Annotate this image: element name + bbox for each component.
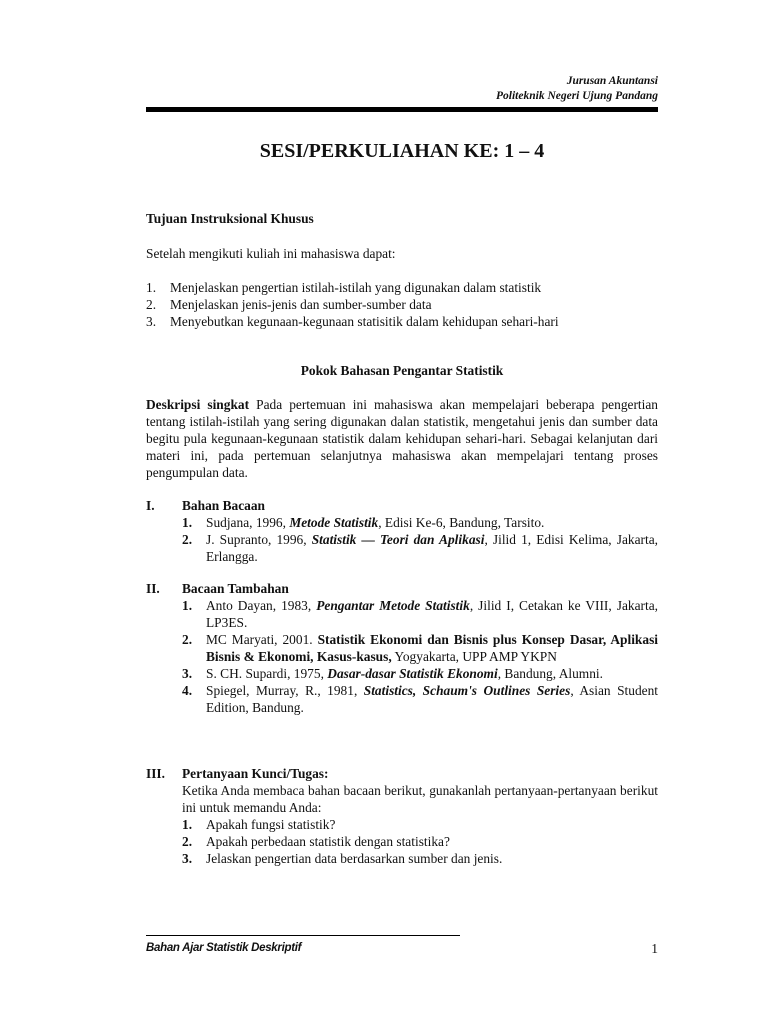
- list-item: 1. Apakah fungsi statistik?: [182, 817, 336, 832]
- description-paragraph: [146, 396, 658, 481]
- tik-heading: Tujuan Instruksional Khusus: [146, 211, 314, 226]
- list-item: 1. Menjelaskan pengertian istilah-istilah yang digunakan dalam statistik: [146, 280, 542, 295]
- description-label: Deskripsi singkat: [146, 397, 250, 412]
- reference-list: [182, 597, 658, 716]
- footer-title: Bahan Ajar Statistik Deskriptif: [146, 942, 302, 954]
- section-heading: II. Bacaan Tambahan: [146, 581, 289, 596]
- list-item: 3. Jelaskan pengertian data berdasarkan sumber dan jenis.: [182, 851, 503, 866]
- page-title: SESI/PERKULIAHAN KE: 1 – 4: [259, 140, 545, 162]
- question-intro: Ketika Anda membaca bahan bacaan berikut, gunakanlah pertanyaan-pertanyaan berikut ini untuk memandu Anda:: [182, 783, 658, 815]
- footer-rule: [146, 935, 460, 936]
- document-page: [146, 0, 658, 1024]
- section-heading: I. Bahan Bacaan: [146, 498, 265, 513]
- header-institution: Politeknik Negeri Ujung Pandang: [496, 90, 658, 102]
- header-department: Jurusan Akuntansi: [566, 75, 658, 87]
- section-bahan-bacaan: [146, 497, 658, 565]
- section-pertanyaan-kunci: [146, 765, 658, 867]
- list-item: 4. Spiegel, Murray, R., 1981, Statistics, Schaum's Outlines Series, Asian Student Edition, Bandung.: [182, 683, 659, 715]
- pokok-heading: Pokok Bahasan Pengantar Statistik: [300, 363, 504, 378]
- tik-intro: Setelah mengikuti kuliah ini mahasiswa dapat:: [146, 246, 396, 261]
- list-item: 2. MC Maryati, 2001. Statistik Ekonomi dan Bisnis plus Konsep Dasar, Aplikasi Bisnis & Ekonomi, Kasus-kasus, Yogyakarta, UPP AMP YKPN: [182, 632, 659, 664]
- list-item: 2. Apakah perbedaan statistik dengan statistika?: [182, 834, 450, 849]
- list-item: 3. Menyebutkan kegunaan-kegunaan statisitik dalam kehidupan sehari-hari: [146, 314, 559, 329]
- list-item: 3. S. CH. Supardi, 1975, Dasar-dasar Statistik Ekonomi, Bandung, Alumni.: [182, 666, 603, 681]
- question-list: [182, 816, 658, 867]
- section-heading: III. Pertanyaan Kunci/Tugas:: [146, 766, 329, 781]
- list-item: 2. J. Supranto, 1996, Statistik — Teori dan Aplikasi, Jilid 1, Edisi Kelima, Jakarta, Erlangga.: [182, 532, 659, 564]
- reference-list: [182, 514, 658, 565]
- list-item: 1. Sudjana, 1996, Metode Statistik, Edisi Ke-6, Bandung, Tarsito.: [182, 515, 545, 530]
- list-item: 2. Menjelaskan jenis-jenis dan sumber-sumber data: [146, 297, 432, 312]
- list-item: 1. Anto Dayan, 1983, Pengantar Metode Statistik, Jilid I, Cetakan ke VIII, Jakarta, LP3ES.: [182, 598, 658, 630]
- page-number: 1: [651, 941, 658, 956]
- tik-list: [146, 279, 658, 330]
- header-rule: [146, 107, 658, 112]
- section-bacaan-tambahan: [146, 580, 658, 716]
- description-text: Pada pertemuan ini mahasiswa akan mempelajari beberapa pengertian tentang istilah-istilah yang sering digunakan dalan statistik, mengetahui jenis dan sumber data begitu pula kegunaan-kegunaan statistik dalam kehidupan sehari-hari. Sebagai kelanjutan dari materi ini, pada pertemuan selanjutnya mahasiswa akan mempelajari tentang proses pengumpulan data.: [146, 397, 658, 480]
